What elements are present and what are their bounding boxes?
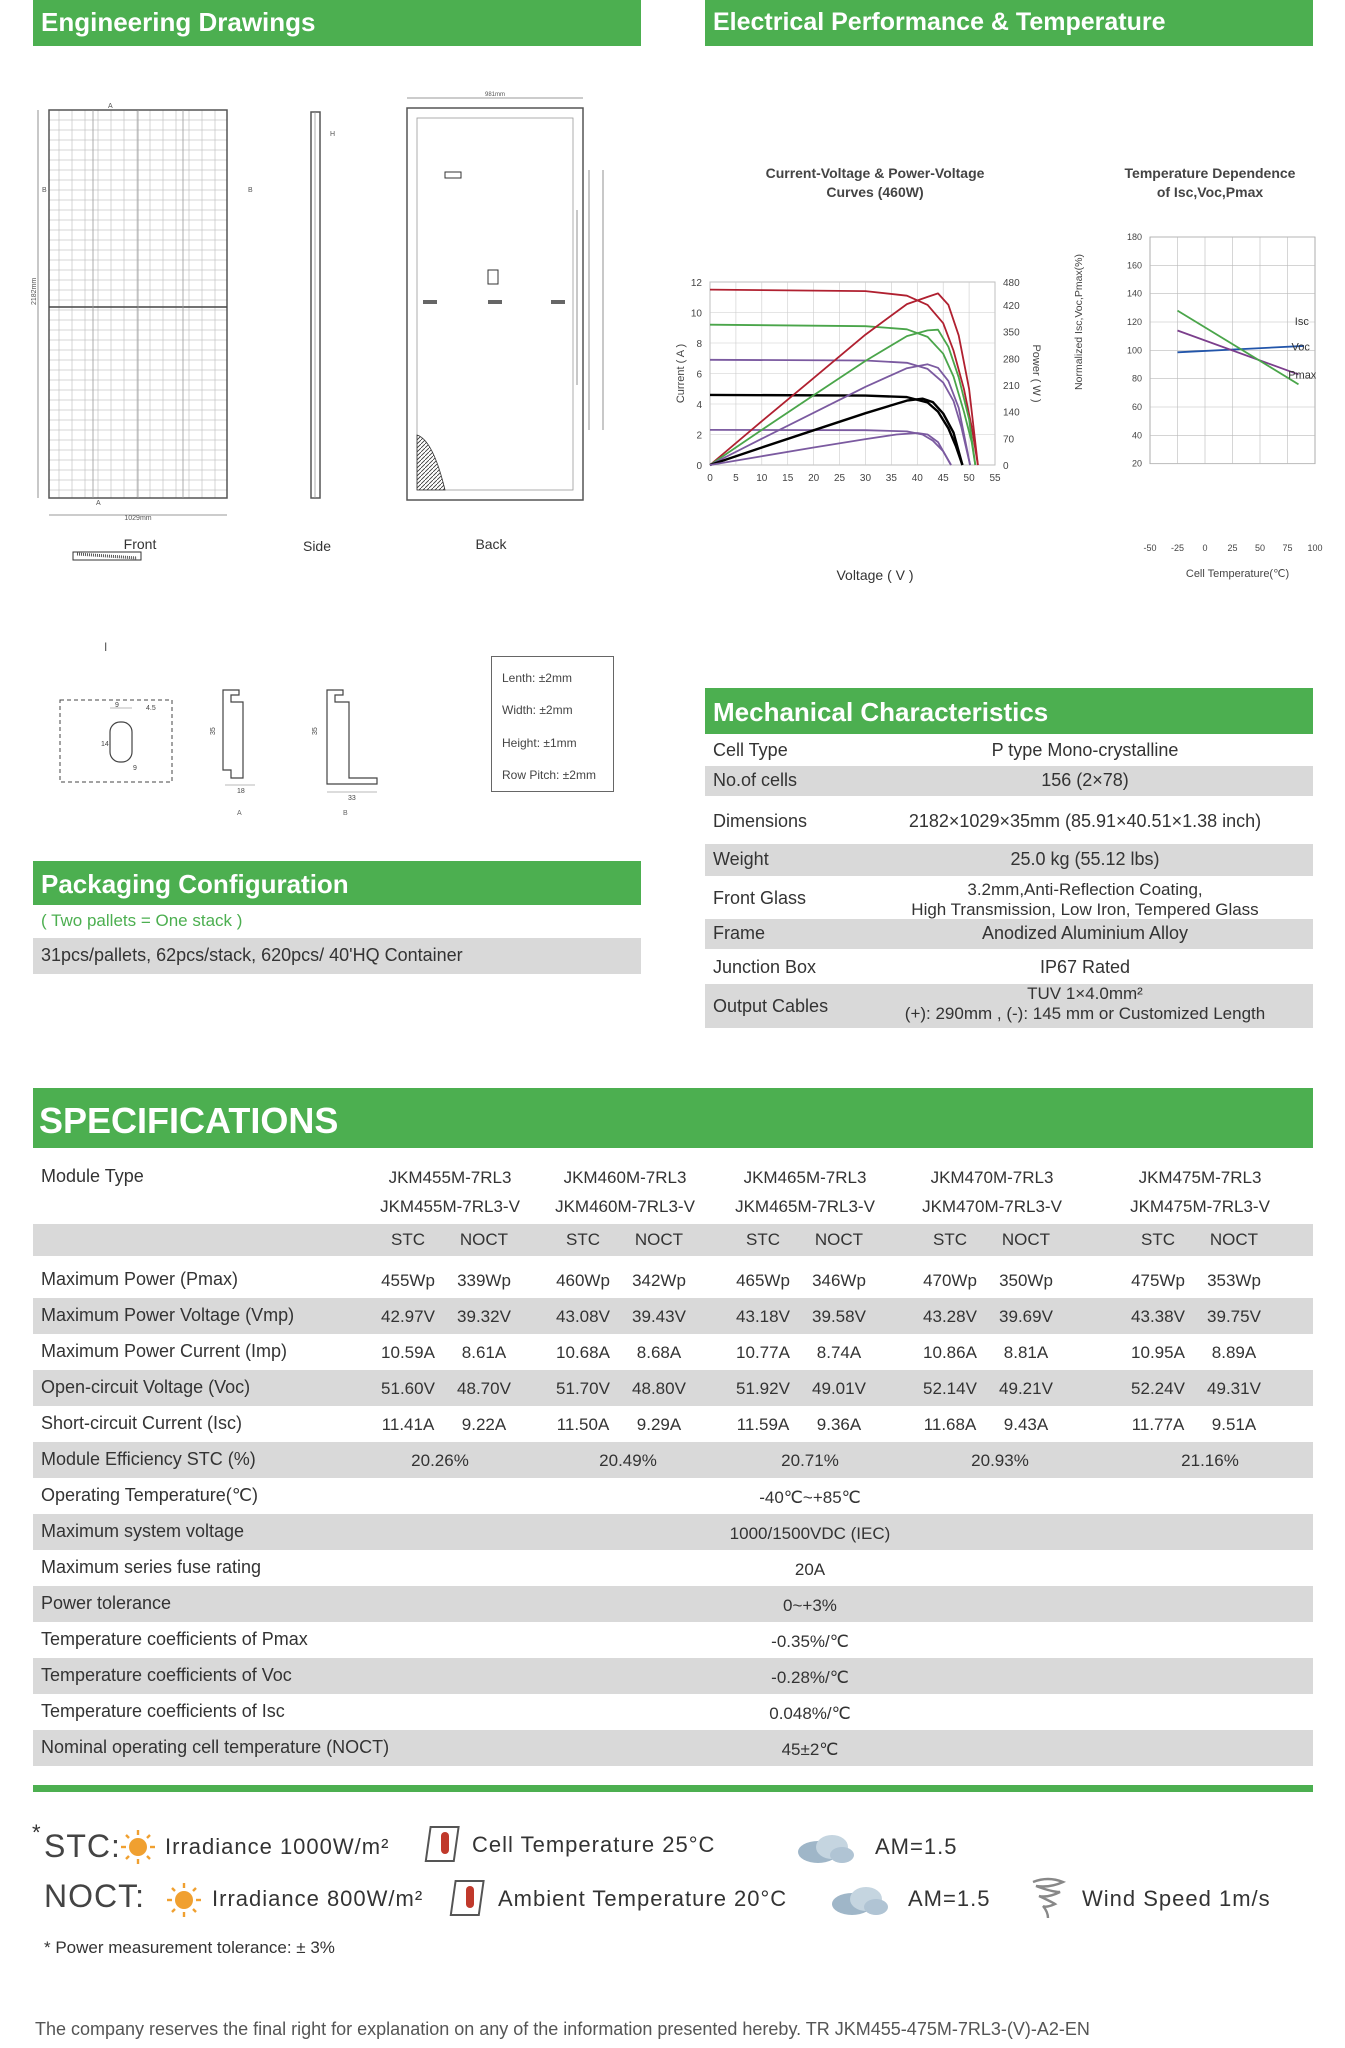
model-name-v: JKM470M-7RL3-V: [922, 1197, 1062, 1216]
temp-y-tick: 160: [1126, 260, 1142, 271]
iv-x-tick: 15: [782, 473, 794, 484]
iv-y2-tick: 480: [1003, 278, 1020, 289]
spec-label: Open-circuit Voltage (Voc): [41, 1377, 251, 1397]
svg-text:B: B: [42, 187, 47, 194]
efficiency-value: 21.16%: [1181, 1451, 1239, 1470]
mech-label: Output Cables: [713, 996, 829, 1016]
sun-icon: [120, 1829, 156, 1865]
temp-x-tick: 100: [1307, 543, 1323, 553]
spec-value: 1000/1500VDC (IEC): [729, 1524, 891, 1543]
svg-text:14: 14: [101, 741, 109, 748]
svg-text:33: 33: [348, 795, 356, 802]
iv-x-tick: 30: [859, 473, 872, 484]
spec-value: 0.048%/℃: [769, 1704, 851, 1723]
stc-value: 460Wp: [556, 1271, 610, 1290]
iv-series-iv-600: [710, 360, 970, 465]
temp-y-tick: 100: [1126, 345, 1142, 356]
stc-value: 10.59A: [381, 1343, 435, 1362]
noct-value: 8.68A: [636, 1343, 682, 1362]
iv-y2-axis-label: Power ( W ): [1030, 344, 1042, 403]
temp-x-tick: -50: [1143, 543, 1157, 553]
frame-profiles: [55, 680, 415, 820]
stc-value: 43.38V: [1131, 1307, 1185, 1326]
mech-label: Frame: [713, 923, 766, 943]
back-view-drawing: [407, 92, 603, 500]
stc-value: 470Wp: [923, 1271, 977, 1290]
spec-label: Temperature coefficients of Isc: [41, 1701, 285, 1721]
model-name: JKM475M-7RL3: [1138, 1168, 1262, 1187]
temp-series-label-isc: Isc: [1294, 315, 1309, 328]
spec-label: Maximum Power Voltage (Vmp): [41, 1305, 295, 1325]
temp-x-tick: 50: [1254, 543, 1266, 553]
mech-label: Dimensions: [713, 811, 808, 831]
stc-value: 11.68A: [923, 1415, 977, 1434]
mechanical-characteristics-header: Mechanical Characteristics: [705, 688, 1313, 734]
svg-text:B: B: [248, 187, 253, 194]
noct-column-label: NOCT: [1001, 1230, 1051, 1249]
iv-y-tick: 2: [696, 430, 702, 442]
stc-value: 51.70V: [556, 1379, 610, 1398]
svg-text:A: A: [237, 810, 242, 817]
spec-value: -0.35%/℃: [771, 1632, 849, 1651]
temp-x-tick: 0: [1202, 543, 1208, 553]
packaging-configuration-header: Packaging Configuration: [33, 861, 641, 905]
spec-label: Nominal operating cell temperature (NOCT): [41, 1737, 390, 1757]
mech-label: Front Glass: [713, 888, 807, 908]
temp-y-tick: 20: [1131, 458, 1142, 469]
iv-y2-tick: 350: [1003, 327, 1020, 339]
stc-cell-temperature: Cell Temperature 25°C: [472, 1832, 716, 1857]
noct-value: 9.36A: [816, 1415, 862, 1434]
noct-value: 9.22A: [461, 1415, 507, 1434]
side-view-label: Side: [302, 538, 332, 554]
noct-value: 342Wp: [632, 1271, 686, 1290]
mech-value: 156 (2×78): [1041, 770, 1129, 790]
temp-x-tick: 75: [1282, 543, 1293, 553]
spec-row: [33, 1622, 1313, 1658]
mech-value: 3.2mm,Anti-Reflection Coating,: [967, 880, 1203, 899]
iv-y-tick: 12: [690, 278, 702, 289]
mech-row: [705, 844, 1313, 876]
stc-irradiance: Irradiance 1000W/m²: [165, 1834, 390, 1859]
back-view-label: Back: [475, 536, 507, 552]
stc-value: 10.77A: [736, 1343, 790, 1362]
tolerance-box: [491, 656, 614, 792]
noct-value: 49.21V: [999, 1379, 1053, 1398]
spec-row: [33, 1370, 1313, 1406]
mech-value: 2182×1029×35mm (85.91×40.51×1.38 inch): [908, 811, 1262, 831]
model-name: JKM460M-7RL3: [563, 1168, 687, 1187]
stc-air-mass: AM=1.5: [875, 1834, 958, 1859]
spec-row: [33, 1658, 1313, 1694]
svg-text:A: A: [108, 103, 113, 110]
stc-value: 475Wp: [1131, 1271, 1185, 1290]
iv-chart-title: [730, 164, 1020, 202]
iv-x-tick: 10: [756, 473, 768, 484]
svg-text:981mm: 981mm: [484, 92, 506, 98]
efficiency-value: 20.71%: [781, 1451, 839, 1470]
model-name-v: JKM460M-7RL3-V: [555, 1197, 695, 1216]
temp-x-tick: 25: [1227, 543, 1238, 553]
temp-y-tick: 180: [1126, 232, 1142, 242]
stc-value: 465Wp: [736, 1271, 790, 1290]
spec-row: [33, 1478, 1313, 1514]
stc-value: 52.24V: [1131, 1379, 1185, 1398]
cloud-icon: [794, 1832, 856, 1866]
spec-label: Power tolerance: [41, 1593, 172, 1613]
svg-text:18: 18: [237, 788, 245, 795]
engineering-drawings-header: Engineering Drawings: [33, 0, 641, 46]
iv-chart: [670, 270, 1050, 600]
noct-wind-speed: Wind Speed 1m/s: [1082, 1886, 1271, 1911]
spec-label: Operating Temperature(℃): [41, 1485, 258, 1505]
mech-value: TUV 1×4.0mm²: [1027, 984, 1143, 1003]
spec-row: [33, 1262, 1313, 1298]
noct-conditions: [32, 1874, 1322, 1924]
front-view-label: Front: [123, 536, 157, 552]
mech-value-line2: (+): 290mm , (-): 145 mm or Customized Length: [904, 1004, 1266, 1023]
temp-y-axis-label: Normalized Isc,Voc,Pmax(%): [1073, 254, 1085, 390]
model-name: JKM470M-7RL3: [930, 1168, 1054, 1187]
noct-irradiance: Irradiance 800W/m²: [212, 1886, 424, 1911]
stc-column-label: STC: [933, 1230, 967, 1249]
spec-value: 20A: [794, 1560, 826, 1579]
stc-star: *: [32, 1820, 41, 1845]
stc-column-label: STC: [391, 1230, 425, 1249]
iv-x-tick: 55: [989, 473, 1001, 484]
stc-conditions: [32, 1820, 1322, 1870]
spec-row: [33, 1550, 1313, 1586]
tolerance-length: Lenth: ±2mm: [502, 671, 572, 685]
spec-label: Maximum system voltage: [41, 1521, 245, 1541]
packaging-note: ( Two pallets = One stack ): [41, 911, 243, 930]
noct-value: 9.43A: [1003, 1415, 1049, 1434]
spec-row: [33, 1730, 1313, 1766]
specifications-header: SPECIFICATIONS: [33, 1088, 1313, 1148]
mech-row: [705, 766, 1313, 796]
noct-value: 350Wp: [999, 1271, 1053, 1290]
mech-label: No.of cells: [713, 770, 798, 790]
noct-value: 8.81A: [1003, 1343, 1049, 1362]
temp-y-tick: 140: [1126, 288, 1142, 299]
iv-y-axis-label: Current ( A ): [675, 343, 687, 404]
efficiency-value: 20.93%: [971, 1451, 1029, 1470]
iv-chart-title-line1: Current-Voltage & Power-Voltage: [765, 165, 985, 181]
temp-y-tick: 40: [1131, 430, 1142, 441]
spec-label: Temperature coefficients of Voc: [41, 1665, 292, 1685]
mech-value: P type Mono-crystalline: [991, 740, 1179, 760]
spec-label: Maximum Power (Pmax): [41, 1269, 239, 1289]
noct-value: 49.01V: [812, 1379, 866, 1398]
iv-y-tick: 0: [696, 461, 702, 472]
side-view-drawing: [311, 112, 335, 498]
temp-chart-title-line1: Temperature Dependence: [1124, 165, 1296, 181]
spec-row: [33, 1694, 1313, 1730]
temp-series-voc: [1178, 331, 1299, 375]
model-name: JKM455M-7RL3: [388, 1168, 512, 1187]
noct-value: 8.74A: [816, 1343, 862, 1362]
noct-value: 346Wp: [812, 1271, 866, 1290]
electrical-performance-header: Electrical Performance & Temperature Dependence: [705, 0, 1313, 46]
svg-text:A: A: [96, 500, 101, 507]
iv-x-tick: 5: [733, 473, 739, 484]
iv-y2-tick: 420: [1003, 300, 1020, 312]
mech-row: [705, 880, 1313, 919]
spec-label: Module Efficiency STC (%): [41, 1449, 256, 1469]
noct-value: 49.31V: [1207, 1379, 1261, 1398]
model-name: JKM465M-7RL3: [743, 1168, 867, 1187]
noct-column-label: NOCT: [459, 1230, 509, 1249]
iv-x-tick: 35: [885, 473, 897, 484]
stc-value: 43.18V: [736, 1307, 790, 1326]
mech-value: Anodized Aluminium Alloy: [981, 923, 1189, 943]
stc-value: 10.86A: [923, 1343, 977, 1362]
mech-label: Weight: [713, 849, 769, 869]
stc-value: 42.97V: [381, 1307, 435, 1326]
svg-text:H: H: [330, 131, 336, 138]
stc-value: 10.68A: [556, 1343, 610, 1362]
mech-label: Junction Box: [713, 957, 817, 977]
thermometer-icon: [427, 1824, 463, 1864]
svg-text:9: 9: [133, 765, 137, 772]
mech-value: 25.0 kg (55.12 lbs): [1010, 849, 1160, 869]
noct-value: 8.61A: [461, 1343, 507, 1362]
iv-y2-tick: 210: [1003, 380, 1020, 392]
svg-text:35: 35: [312, 727, 319, 735]
frame-profile-marker: [73, 552, 141, 560]
front-view-drawing: [31, 103, 253, 522]
noct-value: 39.43V: [632, 1307, 686, 1326]
iv-y-tick: 6: [696, 369, 702, 381]
mech-label: Cell Type: [713, 740, 788, 760]
module-type-row: [33, 1160, 1313, 1220]
stc-value: 43.28V: [923, 1307, 977, 1326]
spec-value: -40℃~+85℃: [759, 1488, 861, 1507]
noct-column-label: NOCT: [1209, 1230, 1259, 1249]
mech-row: [705, 736, 1313, 766]
noct-value: 39.58V: [812, 1307, 866, 1326]
spec-row: [33, 1334, 1313, 1370]
iv-y2-tick: 140: [1003, 407, 1020, 419]
temp-chart-title: [1110, 164, 1310, 202]
stc-value: 455Wp: [381, 1271, 435, 1290]
noct-value: 48.80V: [632, 1379, 686, 1398]
noct-value: 39.75V: [1207, 1307, 1261, 1326]
stc-value: 11.50A: [556, 1415, 610, 1434]
iv-series-pv-200: [710, 433, 951, 465]
mech-row: [705, 953, 1313, 983]
module-type-label: Module Type: [41, 1166, 144, 1186]
iv-x-tick: 25: [833, 473, 846, 484]
noct-label: NOCT:: [44, 1878, 145, 1914]
stc-column-label: STC: [1141, 1230, 1175, 1249]
efficiency-row: [33, 1442, 1313, 1478]
model-name-v: JKM475M-7RL3-V: [1130, 1197, 1270, 1216]
specs-bottom-rule: [33, 1785, 1313, 1792]
wind-icon: [1030, 1876, 1066, 1920]
noct-value: 39.69V: [999, 1307, 1053, 1326]
spec-label: Temperature coefficients of Pmax: [41, 1629, 308, 1649]
svg-text:2182mm: 2182mm: [31, 277, 38, 305]
temp-x-tick: -25: [1170, 543, 1185, 553]
svg-text:35: 35: [210, 727, 217, 735]
stc-column-label: STC: [566, 1230, 600, 1249]
iv-x-tick: 0: [707, 473, 713, 484]
iv-x-tick: 40: [911, 473, 923, 484]
spec-row: [33, 1586, 1313, 1622]
noct-value: 39.32V: [457, 1307, 511, 1326]
noct-column-label: NOCT: [634, 1230, 684, 1249]
iv-x-tick: 45: [937, 473, 949, 484]
noct-value: 339Wp: [457, 1271, 511, 1290]
stc-value: 11.41A: [381, 1415, 435, 1434]
iv-series-pv-1000: [710, 293, 978, 465]
mech-value: IP67 Rated: [1039, 957, 1131, 977]
iv-y-tick: 8: [696, 339, 702, 350]
iv-chart-title-line2: Curves (460W): [826, 184, 924, 200]
stc-value: 51.92V: [736, 1379, 790, 1398]
stc-label: STC:: [44, 1828, 121, 1864]
temp-series-label-pmax: Pmax: [1288, 369, 1317, 382]
iv-y2-tick: 0: [1003, 461, 1009, 472]
noct-value: 353Wp: [1207, 1271, 1261, 1290]
temp-x-axis-label: Cell Temperature(℃): [1185, 568, 1290, 580]
temp-chart-title-line2: of Isc,Voc,Pmax: [1156, 184, 1264, 200]
spec-label: Maximum series fuse rating: [41, 1557, 262, 1577]
thermometer-icon: [452, 1878, 488, 1918]
mech-row: [705, 919, 1313, 949]
stc-value: 52.14V: [923, 1379, 977, 1398]
iv-y2-tick: 280: [1003, 354, 1020, 366]
stc-value: 43.08V: [556, 1307, 610, 1326]
spec-value: 0~+3%: [783, 1596, 837, 1615]
engineering-drawings: [33, 80, 641, 560]
iv-y2-tick: 70: [1003, 434, 1015, 446]
spec-value: 45±2℃: [781, 1740, 839, 1759]
spec-row: [33, 1406, 1313, 1442]
packaging-details: 31pcs/pallets, 62pcs/stack, 620pcs/ 40'HQ Container: [41, 945, 463, 965]
model-name-v: JKM455M-7RL3-V: [380, 1197, 520, 1216]
stc-column-label: STC: [746, 1230, 780, 1249]
cloud-icon: [828, 1884, 890, 1918]
efficiency-value: 20.49%: [599, 1451, 657, 1470]
stc-value: 51.60V: [381, 1379, 435, 1398]
noct-air-mass: AM=1.5: [908, 1886, 991, 1911]
noct-value: 48.70V: [457, 1379, 511, 1398]
iv-y-tick: 4: [696, 400, 702, 411]
svg-text:B: B: [343, 810, 348, 817]
tolerance-width: Width: ±2mm: [502, 703, 573, 717]
iv-x-tick: 20: [808, 473, 820, 484]
noct-column-label: NOCT: [814, 1230, 864, 1249]
section-mark-i: I: [104, 640, 108, 654]
stc-value: 11.77A: [1131, 1415, 1185, 1434]
efficiency-value: 20.26%: [411, 1451, 469, 1470]
stc-value: 11.59A: [736, 1415, 790, 1434]
temp-series-label-voc: Voc: [1291, 341, 1310, 354]
mech-row: [705, 801, 1313, 843]
spec-row: [33, 1514, 1313, 1550]
temp-y-tick: 60: [1131, 402, 1142, 412]
tolerance-height: Height: ±1mm: [502, 736, 577, 750]
mech-value-line2: High Transmission, Low Iron, Tempered Glass: [911, 900, 1259, 919]
sun-icon: [166, 1882, 202, 1918]
model-name-v: JKM465M-7RL3-V: [735, 1197, 875, 1216]
temp-y-tick: 80: [1131, 373, 1142, 384]
noct-value: 9.51A: [1211, 1415, 1257, 1434]
tolerance-row-pitch: Row Pitch: ±2mm: [502, 768, 596, 782]
mech-row: [705, 984, 1313, 1028]
iv-x-tick: 50: [963, 473, 975, 484]
svg-text:1029mm: 1029mm: [124, 515, 152, 522]
stc-noct-header-row: [33, 1224, 1313, 1256]
spec-label: Maximum Power Current (Imp): [41, 1341, 288, 1361]
iv-y-tick: 10: [690, 308, 702, 320]
noct-value: 9.29A: [636, 1415, 682, 1434]
noct-ambient-temperature: Ambient Temperature 20°C: [498, 1886, 788, 1911]
footer-disclaimer: The company reserves the final right for explanation on any of the information presented hereby. TR JKM455-475M-7RL3-(V)-A2-EN: [35, 2019, 1090, 2039]
temp-chart: [1060, 220, 1345, 600]
iv-series-pv-600: [710, 364, 970, 465]
spec-value: -0.28%/℃: [771, 1668, 849, 1687]
svg-text:4.5: 4.5: [146, 705, 156, 712]
noct-value: 8.89A: [1211, 1343, 1257, 1362]
iv-x-axis-label: Voltage ( V ): [836, 567, 914, 583]
power-tolerance-note: * Power measurement tolerance: ± 3%: [44, 1938, 335, 1957]
svg-text:9: 9: [115, 702, 119, 709]
stc-value: 10.95A: [1131, 1343, 1185, 1362]
packaging-details-row: [33, 938, 641, 974]
spec-label: Short-circuit Current (Isc): [41, 1413, 243, 1433]
temp-y-tick: 120: [1126, 317, 1142, 327]
spec-row: [33, 1298, 1313, 1334]
